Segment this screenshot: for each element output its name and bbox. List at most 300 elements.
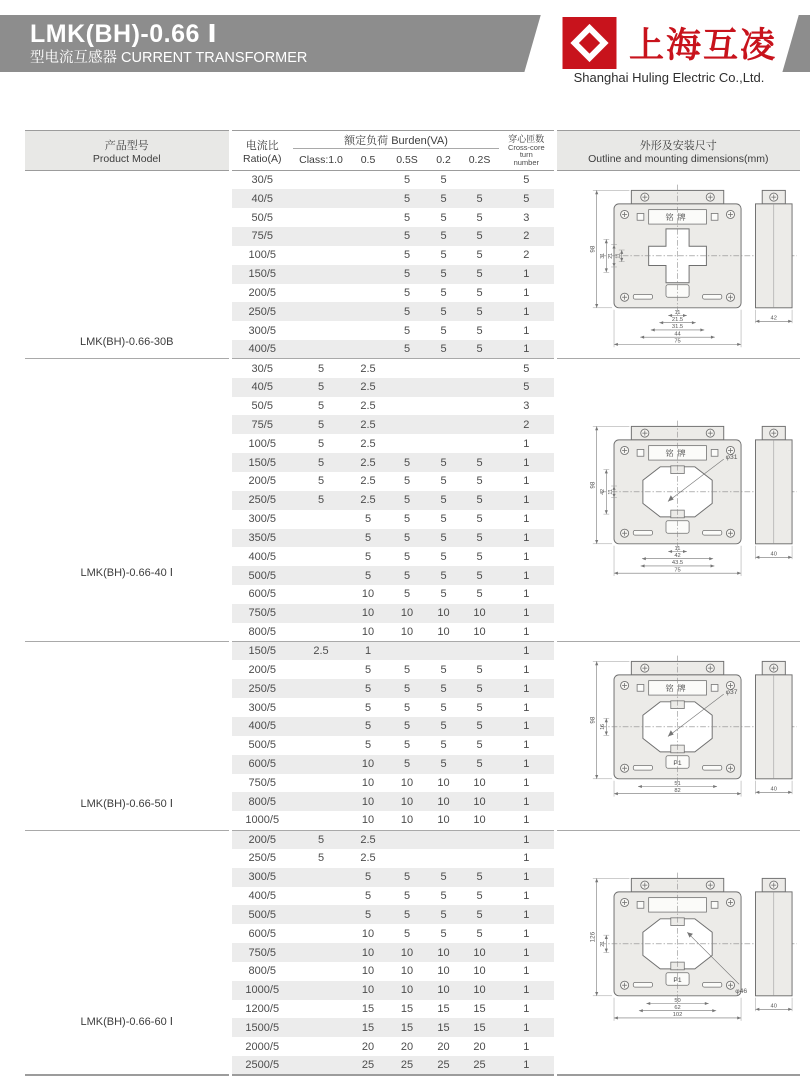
svg-text:21: 21 — [607, 253, 614, 259]
burden-cell: 5 — [460, 189, 499, 208]
ratio-cell: 500/5 — [248, 739, 277, 752]
burden-cell: 5 — [427, 905, 460, 924]
burden-cell: 5 — [476, 927, 483, 940]
burden-cell: 5 — [427, 453, 460, 472]
outline-diagram-cell — [555, 171, 800, 359]
burden-cell — [293, 623, 349, 642]
svg-text:42: 42 — [674, 552, 681, 559]
burden-cell: 5 — [387, 529, 427, 548]
burden-cell: 15 — [349, 1018, 387, 1037]
turns-cell: 1 — [499, 868, 555, 887]
burden-cell — [293, 171, 349, 190]
burden-cell: 5 — [293, 830, 349, 849]
burden-cell: 5 — [387, 905, 427, 924]
burden-cell: 10 — [427, 792, 460, 811]
ratio-cell: 750/5 — [230, 943, 293, 962]
ratio-cell: 300/5 — [248, 324, 277, 337]
product-model-cell: LMK(BH)-0.66-60 Ⅰ — [25, 830, 230, 1075]
turns-header-en-3: number — [513, 157, 540, 167]
burden-cell: 5 — [387, 340, 427, 359]
ratio-cell: 250/5 — [230, 679, 293, 698]
ratio-header — [230, 131, 293, 171]
ratio-cell: 600/5 — [230, 755, 293, 774]
burden-cell — [293, 321, 349, 340]
burden-cell: 5 — [476, 475, 483, 488]
turns-cell: 1 — [499, 792, 555, 811]
outline-header-cn: 外形及安装尺寸 — [639, 139, 717, 152]
burden-cell: 5 — [440, 889, 447, 902]
turns-cell: 1 — [499, 811, 555, 830]
svg-text:102: 102 — [672, 1011, 683, 1018]
burden-cell: 2.5 — [349, 491, 387, 510]
ratio-cell: 800/5 — [248, 965, 277, 978]
turns-cell: 1 — [499, 510, 555, 529]
burden-cell: 5 — [460, 679, 499, 698]
burden-cell: 5 — [440, 513, 447, 526]
burden-cell: 10 — [437, 625, 450, 638]
burden-class-0.5: 0.5 — [349, 149, 387, 171]
burden-cell: 5 — [476, 739, 483, 752]
product-model-header-en: Product Model — [92, 152, 161, 165]
turns-cell: 1 — [499, 566, 555, 585]
svg-text:75: 75 — [674, 338, 681, 345]
burden-cell — [293, 284, 349, 303]
burden-cell: 5 — [460, 566, 499, 585]
ratio-cell: 30/5 — [251, 174, 273, 187]
burden-cell — [293, 604, 349, 623]
ratio-cell: 150/5 — [230, 265, 293, 284]
burden-cell: 5 — [364, 701, 372, 714]
turns-cell: 1 — [499, 321, 555, 340]
burden-cell: 15 — [460, 1018, 499, 1037]
product-model-cell: LMK(BH)-0.66-50 Ⅰ — [25, 642, 230, 830]
turns-cell: 5 — [499, 171, 555, 190]
turns-cell: 2 — [499, 246, 555, 265]
burden-cell: 5 — [440, 324, 447, 337]
burden-cell: 20 — [361, 1040, 375, 1053]
burden-cell: 5 — [387, 189, 427, 208]
burden-cell: 2.5 — [349, 453, 387, 472]
burden-cell: 10 — [460, 981, 499, 1000]
burden-cell: 5 — [293, 378, 349, 397]
burden-cell — [349, 302, 387, 321]
outline-diagram-cell — [555, 642, 800, 830]
turns-cell: 1 — [499, 642, 555, 661]
burden-cell — [293, 660, 349, 679]
ratio-cell: 40/5 — [230, 378, 293, 397]
burden-cell: 2.5 — [360, 400, 376, 413]
burden-cell — [349, 227, 387, 246]
ratio-cell: 250/5 — [230, 302, 293, 321]
turns-cell: 1 — [499, 302, 555, 321]
burden-cell: 5 — [460, 453, 499, 472]
burden-cell: 5 — [440, 663, 447, 676]
burden-cell: 10 — [427, 943, 460, 962]
burden-cell: 10 — [473, 965, 486, 978]
burden-cell: 5 — [364, 550, 372, 563]
burden-cell: 15 — [437, 1003, 450, 1016]
burden-cell: 10 — [387, 943, 427, 962]
burden-cell — [349, 284, 387, 303]
turns-cell: 2 — [499, 415, 555, 434]
ratio-cell: 1000/5 — [245, 814, 280, 827]
turns-cell: 1 — [499, 1037, 555, 1056]
burden-cell: 5 — [349, 905, 387, 924]
table-row — [25, 830, 800, 849]
ratio-cell: 400/5 — [230, 717, 293, 736]
svg-text:40: 40 — [770, 786, 777, 793]
burden-cell — [293, 1000, 349, 1019]
turns-cell: 5 — [499, 378, 555, 397]
ratio-cell: 75/5 — [230, 227, 293, 246]
table-row — [25, 171, 800, 190]
burden-cell — [293, 547, 349, 566]
burden-cell: 25 — [460, 1056, 499, 1075]
svg-text:21: 21 — [600, 940, 607, 947]
burden-cell — [293, 811, 349, 830]
turns-cell: 1 — [499, 1018, 555, 1037]
ratio-cell: 400/5 — [248, 550, 277, 563]
burden-cell: 10 — [427, 981, 460, 1000]
burden-cell: 20 — [400, 1040, 414, 1053]
burden-cell: 5 — [427, 265, 460, 284]
turns-cell: 5 — [499, 189, 555, 208]
svg-text:铭牌: 铭牌 — [665, 213, 690, 223]
ratio-cell: 100/5 — [248, 249, 277, 262]
turns-cell: 1 — [499, 717, 555, 736]
turns-cell: 1 — [499, 623, 555, 642]
burden-cell — [387, 849, 427, 868]
burden-cell: 5 — [387, 566, 427, 585]
svg-text:40: 40 — [770, 1003, 777, 1010]
burden-cell: 5 — [427, 340, 460, 359]
burden-cell: 5 — [317, 852, 325, 865]
burden-cell — [427, 434, 460, 453]
turns-cell: 1 — [499, 1056, 555, 1075]
outline-drawing — [557, 411, 800, 590]
burden-cell: 5 — [440, 701, 447, 714]
burden-cell: 5 — [427, 227, 460, 246]
burden-cell: 5 — [476, 324, 483, 337]
ratio-cell: 750/5 — [230, 604, 293, 623]
turns-cell: 1 — [499, 924, 555, 943]
spec-table — [25, 130, 800, 1076]
svg-text:31: 31 — [600, 253, 607, 259]
burden-cell: 5 — [317, 475, 325, 488]
svg-text:φ31: φ31 — [725, 453, 738, 461]
svg-text:铭牌: 铭牌 — [665, 684, 690, 694]
burden-cell — [427, 415, 460, 434]
ratio-cell: 800/5 — [230, 792, 293, 811]
turns-cell: 1 — [499, 604, 555, 623]
burden-cell — [387, 415, 427, 434]
svg-text:11: 11 — [674, 545, 681, 552]
svg-text:44: 44 — [674, 331, 681, 338]
burden-cell — [460, 434, 499, 453]
burden-cell: 10 — [361, 625, 375, 638]
burden-cell: 5 — [460, 340, 499, 359]
burden-cell — [293, 189, 349, 208]
burden-cell: 10 — [460, 604, 499, 623]
burden-cell: 5 — [427, 302, 460, 321]
turns-cell: 1 — [499, 981, 555, 1000]
burden-cell — [293, 679, 349, 698]
burden-cell: 5 — [349, 566, 387, 585]
burden-cell: 5 — [293, 453, 349, 472]
svg-text:42: 42 — [770, 315, 777, 322]
burden-cell — [387, 434, 427, 453]
burden-cell: 5 — [387, 453, 427, 472]
product-model-header-cn: 产品型号 — [104, 139, 149, 152]
burden-cell: 5 — [349, 717, 387, 736]
burden-cell: 5 — [476, 889, 483, 902]
burden-cell: 5 — [460, 302, 499, 321]
burden-cell — [427, 359, 460, 378]
ratio-cell: 50/5 — [251, 400, 273, 413]
burden-cell: 5 — [440, 211, 447, 224]
ratio-cell: 350/5 — [230, 529, 293, 548]
ratio-cell: 150/5 — [230, 453, 293, 472]
burden-cell: 5 — [403, 550, 411, 563]
burden-cell: 5 — [387, 868, 427, 887]
burden-cell: 5 — [476, 286, 483, 299]
burden-cell — [293, 943, 349, 962]
burden-cell: 5 — [387, 227, 427, 246]
turns-cell: 1 — [499, 849, 555, 868]
burden-cell: 5 — [476, 550, 483, 563]
ratio-header-en: Ratio(A) — [242, 152, 282, 165]
burden-cell: 5 — [403, 927, 411, 940]
turns-cell: 1 — [499, 340, 555, 359]
burden-cell: 5 — [387, 679, 427, 698]
burden-cell: 5 — [403, 475, 411, 488]
burden-cell: 10 — [437, 814, 450, 827]
svg-text:11: 11 — [674, 309, 681, 316]
burden-cell — [293, 208, 349, 227]
turns-header-cn: 穿心匝数 — [508, 133, 545, 144]
svg-text:98: 98 — [589, 481, 597, 489]
burden-cell — [387, 642, 427, 661]
subtitle-cn: 型电流互感器 — [30, 50, 117, 66]
burden-cell: 15 — [387, 1018, 427, 1037]
burden-cell: 10 — [400, 776, 414, 789]
burden-cell: 5 — [403, 513, 411, 526]
ratio-cell: 40/5 — [230, 189, 293, 208]
outline-drawing — [557, 646, 800, 825]
burden-cell: 10 — [437, 965, 450, 978]
burden-cell: 5 — [440, 286, 447, 299]
turns-cell: 3 — [499, 208, 555, 227]
svg-text:62: 62 — [674, 1004, 681, 1011]
burden-cell: 5 — [460, 868, 499, 887]
burden-cell: 5 — [403, 324, 411, 337]
ratio-cell: 2000/5 — [245, 1040, 280, 1053]
ratio-cell: 500/5 — [230, 566, 293, 585]
ratio-cell: 600/5 — [248, 927, 277, 940]
product-model-header — [25, 131, 230, 171]
ratio-cell: 300/5 — [230, 868, 293, 887]
burden-cell: 10 — [361, 927, 375, 940]
svg-text:43.5: 43.5 — [671, 559, 683, 566]
turns-cell: 3 — [499, 397, 555, 416]
burden-cell: 5 — [440, 249, 447, 262]
burden-cell: 5 — [460, 265, 499, 284]
burden-cell: 5 — [440, 475, 447, 488]
burden-cell: 10 — [460, 943, 499, 962]
svg-text:75: 75 — [674, 567, 681, 574]
burden-cell — [293, 585, 349, 604]
company-logo-icon — [562, 17, 617, 69]
burden-cell: 25 — [349, 1056, 387, 1075]
burden-cell: 5 — [460, 227, 499, 246]
burden-cell: 2.5 — [360, 475, 376, 488]
burden-cell — [460, 378, 499, 397]
burden-cell: 5 — [387, 265, 427, 284]
burden-cell: 10 — [473, 776, 486, 789]
burden-cell: 10 — [473, 814, 486, 827]
burden-cell — [460, 849, 499, 868]
burden-cell: 5 — [403, 701, 411, 714]
ratio-cell: 800/5 — [248, 625, 277, 638]
logo-block — [562, 17, 777, 69]
burden-cell: 5 — [476, 701, 483, 714]
svg-text:φ46: φ46 — [735, 987, 747, 995]
burden-cell: 10 — [387, 792, 427, 811]
burden-cell: 5 — [403, 889, 411, 902]
burden-class-1.0: Class:1.0 — [293, 149, 349, 171]
turns-cell: 1 — [499, 1000, 555, 1019]
ratio-cell: 400/5 — [230, 340, 293, 359]
burden-cell — [460, 642, 499, 661]
burden-cell: 5 — [364, 889, 372, 902]
burden-cell: 10 — [361, 814, 375, 827]
burden-cell: 2.5 — [349, 415, 387, 434]
burden-cell: 2.5 — [360, 852, 376, 865]
burden-cell: 2.5 — [293, 642, 349, 661]
ratio-cell: 200/5 — [248, 663, 277, 676]
ratio-cell: 30/5 — [230, 359, 293, 378]
turns-cell: 5 — [499, 359, 555, 378]
turns-cell: 1 — [499, 491, 555, 510]
ratio-cell: 2500/5 — [230, 1056, 293, 1075]
burden-cell — [387, 397, 427, 416]
burden-cell: 5 — [364, 739, 372, 752]
burden-cell: 5 — [427, 755, 460, 774]
burden-cell: 25 — [427, 1056, 460, 1075]
svg-text:P1: P1 — [673, 976, 682, 984]
turns-header — [499, 131, 555, 171]
burden-cell: 5 — [403, 211, 411, 224]
ratio-cell: 400/5 — [248, 889, 277, 902]
burden-cell — [293, 792, 349, 811]
burden-cell — [293, 1056, 349, 1075]
burden-cell: 10 — [400, 625, 414, 638]
svg-text:P1: P1 — [673, 760, 682, 768]
burden-cell: 10 — [400, 814, 414, 827]
burden-cell: 5 — [440, 550, 447, 563]
svg-text:82: 82 — [674, 788, 681, 795]
burden-cell — [293, 717, 349, 736]
burden-cell — [293, 340, 349, 359]
burden-cell: 5 — [440, 739, 447, 752]
ratio-cell: 200/5 — [248, 286, 277, 299]
turns-header-en-2: turn — [519, 150, 533, 160]
ratio-cell: 200/5 — [248, 475, 277, 488]
svg-text:98: 98 — [589, 716, 597, 724]
burden-class-0.5S: 0.5S — [387, 149, 427, 171]
burden-cell — [349, 340, 387, 359]
burden-cell: 5 — [349, 529, 387, 548]
ratio-cell: 500/5 — [230, 905, 293, 924]
burden-cell: 5 — [403, 286, 411, 299]
burden-cell — [293, 566, 349, 585]
table-row — [25, 359, 800, 378]
turns-cell: 1 — [499, 830, 555, 849]
burden-cell: 10 — [460, 792, 499, 811]
burden-cell: 2.5 — [349, 378, 387, 397]
turns-cell: 1 — [499, 887, 555, 906]
turns-cell: 1 — [499, 905, 555, 924]
burden-cell: 2.5 — [349, 830, 387, 849]
burden-cell — [293, 302, 349, 321]
svg-text:50: 50 — [674, 997, 681, 1004]
burden-cell: 5 — [427, 868, 460, 887]
burden-cell: 5 — [476, 513, 483, 526]
burden-cell — [293, 227, 349, 246]
turns-cell: 1 — [499, 547, 555, 566]
burden-cell — [387, 830, 427, 849]
svg-text:铭牌: 铭牌 — [665, 448, 690, 458]
burden-cell: 10 — [349, 943, 387, 962]
burden-cell — [349, 246, 387, 265]
burden-cell — [427, 830, 460, 849]
burden-header-cn: 额定负荷 — [344, 134, 389, 147]
burden-cell — [460, 171, 499, 190]
ratio-cell: 200/5 — [230, 830, 293, 849]
burden-cell: 5 — [427, 189, 460, 208]
turns-cell: 2 — [499, 227, 555, 246]
table-row — [25, 642, 800, 661]
turns-cell: 1 — [499, 698, 555, 717]
turns-cell: 1 — [499, 660, 555, 679]
burden-cell: 10 — [387, 604, 427, 623]
burden-cell — [349, 321, 387, 340]
burden-cell — [293, 774, 349, 793]
burden-cell — [427, 849, 460, 868]
outline-header — [555, 131, 800, 171]
burden-cell: 20 — [437, 1040, 450, 1053]
burden-cell: 5 — [440, 588, 447, 601]
burden-cell — [293, 736, 349, 755]
svg-text:11: 11 — [615, 253, 622, 259]
burden-cell: 5 — [403, 663, 411, 676]
turns-cell: 1 — [499, 453, 555, 472]
burden-cell — [427, 397, 460, 416]
burden-cell: 10 — [361, 588, 375, 601]
svg-text:31.5: 31.5 — [671, 324, 683, 331]
table-body — [25, 171, 800, 1076]
burden-cell — [293, 905, 349, 924]
ratio-header-cn: 电流比 — [245, 139, 279, 152]
burden-cell: 5 — [317, 400, 325, 413]
burden-cell: 2.5 — [349, 359, 387, 378]
ratio-cell: 750/5 — [248, 776, 277, 789]
burden-cell: 2.5 — [360, 437, 376, 450]
burden-cell — [349, 189, 387, 208]
burden-cell: 5 — [440, 927, 447, 940]
burden-cell — [460, 397, 499, 416]
burden-cell: 5 — [460, 717, 499, 736]
